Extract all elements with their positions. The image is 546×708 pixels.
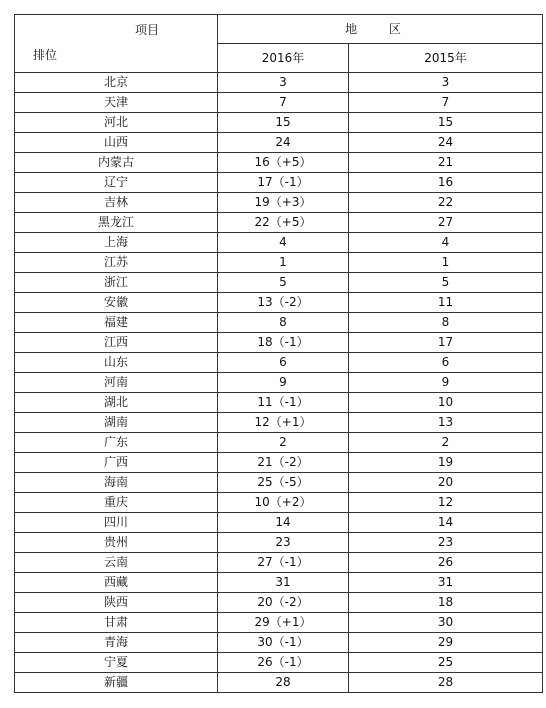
rank-2016-cell: 14 [218,513,349,533]
region-cell: 江苏 [15,253,218,273]
table-row [15,593,543,613]
region-cell: 辽宁 [15,173,218,193]
table-row [15,513,543,533]
rank-2016-cell: 30（-1） [218,633,349,653]
rank-2015-cell: 27 [349,213,543,233]
region-cell: 山西 [15,133,218,153]
rank-2015-cell: 29 [349,633,543,653]
table-row [15,473,543,493]
table-row [15,533,543,553]
rank-2016-cell: 20（-2） [218,593,349,613]
table-row [15,133,543,153]
rank-2015-cell: 3 [349,73,543,93]
region-cell: 黑龙江 [15,213,218,233]
table-row [15,113,543,133]
table-row [15,353,543,373]
region-cell: 北京 [15,73,218,93]
rank-2015-cell: 22 [349,193,543,213]
rank-2015-cell: 18 [349,593,543,613]
rank-2016-cell: 28 [218,673,349,693]
region-cell: 内蒙古 [15,153,218,173]
region-cell: 宁夏 [15,653,218,673]
rank-2015-cell: 24 [349,133,543,153]
rank-2015-cell: 5 [349,273,543,293]
table-row [15,273,543,293]
region-cell: 海南 [15,473,218,493]
rank-2016-cell: 21（-2） [218,453,349,473]
rank-2016-cell: 26（-1） [218,653,349,673]
rank-2016-cell: 25（-5） [218,473,349,493]
table-row [15,73,543,93]
rank-2015-cell: 26 [349,553,543,573]
rank-2016-cell: 1 [218,253,349,273]
region-cell: 吉林 [15,193,218,213]
region-cell: 天津 [15,93,218,113]
ranking-table-container [14,14,543,693]
table-row [15,293,543,313]
table-row [15,553,543,573]
rank-2016-cell: 4 [218,233,349,253]
rank-2015-cell: 31 [349,573,543,593]
rank-2015-cell: 9 [349,373,543,393]
rank-2015-cell: 17 [349,333,543,353]
rank-2015-cell: 2 [349,433,543,453]
region-cell: 陕西 [15,593,218,613]
region-cell: 河北 [15,113,218,133]
rank-2016-cell: 13（-2） [218,293,349,313]
rank-2015-cell: 16 [349,173,543,193]
col-2015-header: 2015年 [349,44,543,73]
table-row [15,253,543,273]
rank-2015-cell: 4 [349,233,543,253]
table-row [15,333,543,353]
region-header-cell [218,15,543,44]
table-row [15,633,543,653]
rank-2016-cell: 31 [218,573,349,593]
rank-2016-cell: 19（+3） [218,193,349,213]
rank-2016-cell: 16（+5） [218,153,349,173]
region-cell: 四川 [15,513,218,533]
rank-2016-cell: 8 [218,313,349,333]
table-row [15,653,543,673]
table-row [15,153,543,173]
rank-2015-cell: 21 [349,153,543,173]
table-row [15,93,543,113]
region-cell: 新疆 [15,673,218,693]
rank-2016-cell: 23 [218,533,349,553]
rank-2015-cell: 8 [349,313,543,333]
region-header-label: 地 区 [345,22,415,36]
rank-2015-cell: 10 [349,393,543,413]
rank-2015-cell: 15 [349,113,543,133]
table-row [15,393,543,413]
header-row-1 [15,15,543,44]
region-cell: 湖南 [15,413,218,433]
table-row [15,613,543,633]
table-row [15,233,543,253]
table-row [15,413,543,433]
rank-2016-cell: 2 [218,433,349,453]
table-row [15,313,543,333]
table-row [15,193,543,213]
region-cell: 甘肃 [15,613,218,633]
region-cell: 广西 [15,453,218,473]
region-cell: 贵州 [15,533,218,553]
rank-2016-cell: 12（+1） [218,413,349,433]
table-row [15,433,543,453]
rank-2015-cell: 25 [349,653,543,673]
corner-item-label: 项目 [134,23,159,37]
rank-2016-cell: 22（+5） [218,213,349,233]
rank-2016-cell: 24 [218,133,349,153]
table-row [15,213,543,233]
region-cell: 西藏 [15,573,218,593]
region-cell: 重庆 [15,493,218,513]
corner-cell [15,15,218,73]
rank-2016-cell: 27（-1） [218,553,349,573]
rank-2015-cell: 28 [349,673,543,693]
region-cell: 上海 [15,233,218,253]
table-row [15,453,543,473]
ranking-table [14,14,543,693]
rank-2016-cell: 15 [218,113,349,133]
rank-2015-cell: 23 [349,533,543,553]
table-row [15,673,543,693]
col-2016-header: 2016年 [218,44,349,73]
region-cell: 浙江 [15,273,218,293]
region-cell: 山东 [15,353,218,373]
rank-2015-cell: 7 [349,93,543,113]
region-cell: 福建 [15,313,218,333]
rank-2016-cell: 6 [218,353,349,373]
region-cell: 河南 [15,373,218,393]
rank-2016-cell: 7 [218,93,349,113]
region-cell: 云南 [15,553,218,573]
rank-2015-cell: 19 [349,453,543,473]
table-row [15,573,543,593]
rank-2016-cell: 29（+1） [218,613,349,633]
rank-2016-cell: 10（+2） [218,493,349,513]
corner-rank-label: 排位 [33,48,58,62]
rank-2016-cell: 5 [218,273,349,293]
rank-2015-cell: 6 [349,353,543,373]
table-row [15,373,543,393]
rank-2016-cell: 17（-1） [218,173,349,193]
region-cell: 安徽 [15,293,218,313]
rank-2016-cell: 9 [218,373,349,393]
table-row [15,493,543,513]
table-body [15,73,543,693]
rank-2015-cell: 12 [349,493,543,513]
rank-2015-cell: 13 [349,413,543,433]
rank-2016-cell: 3 [218,73,349,93]
rank-2015-cell: 30 [349,613,543,633]
rank-2015-cell: 20 [349,473,543,493]
rank-2016-cell: 18（-1） [218,333,349,353]
region-cell: 湖北 [15,393,218,413]
rank-2015-cell: 11 [349,293,543,313]
region-cell: 广东 [15,433,218,453]
region-cell: 青海 [15,633,218,653]
rank-2015-cell: 14 [349,513,543,533]
rank-2016-cell: 11（-1） [218,393,349,413]
rank-2015-cell: 1 [349,253,543,273]
region-cell: 江西 [15,333,218,353]
table-row [15,173,543,193]
